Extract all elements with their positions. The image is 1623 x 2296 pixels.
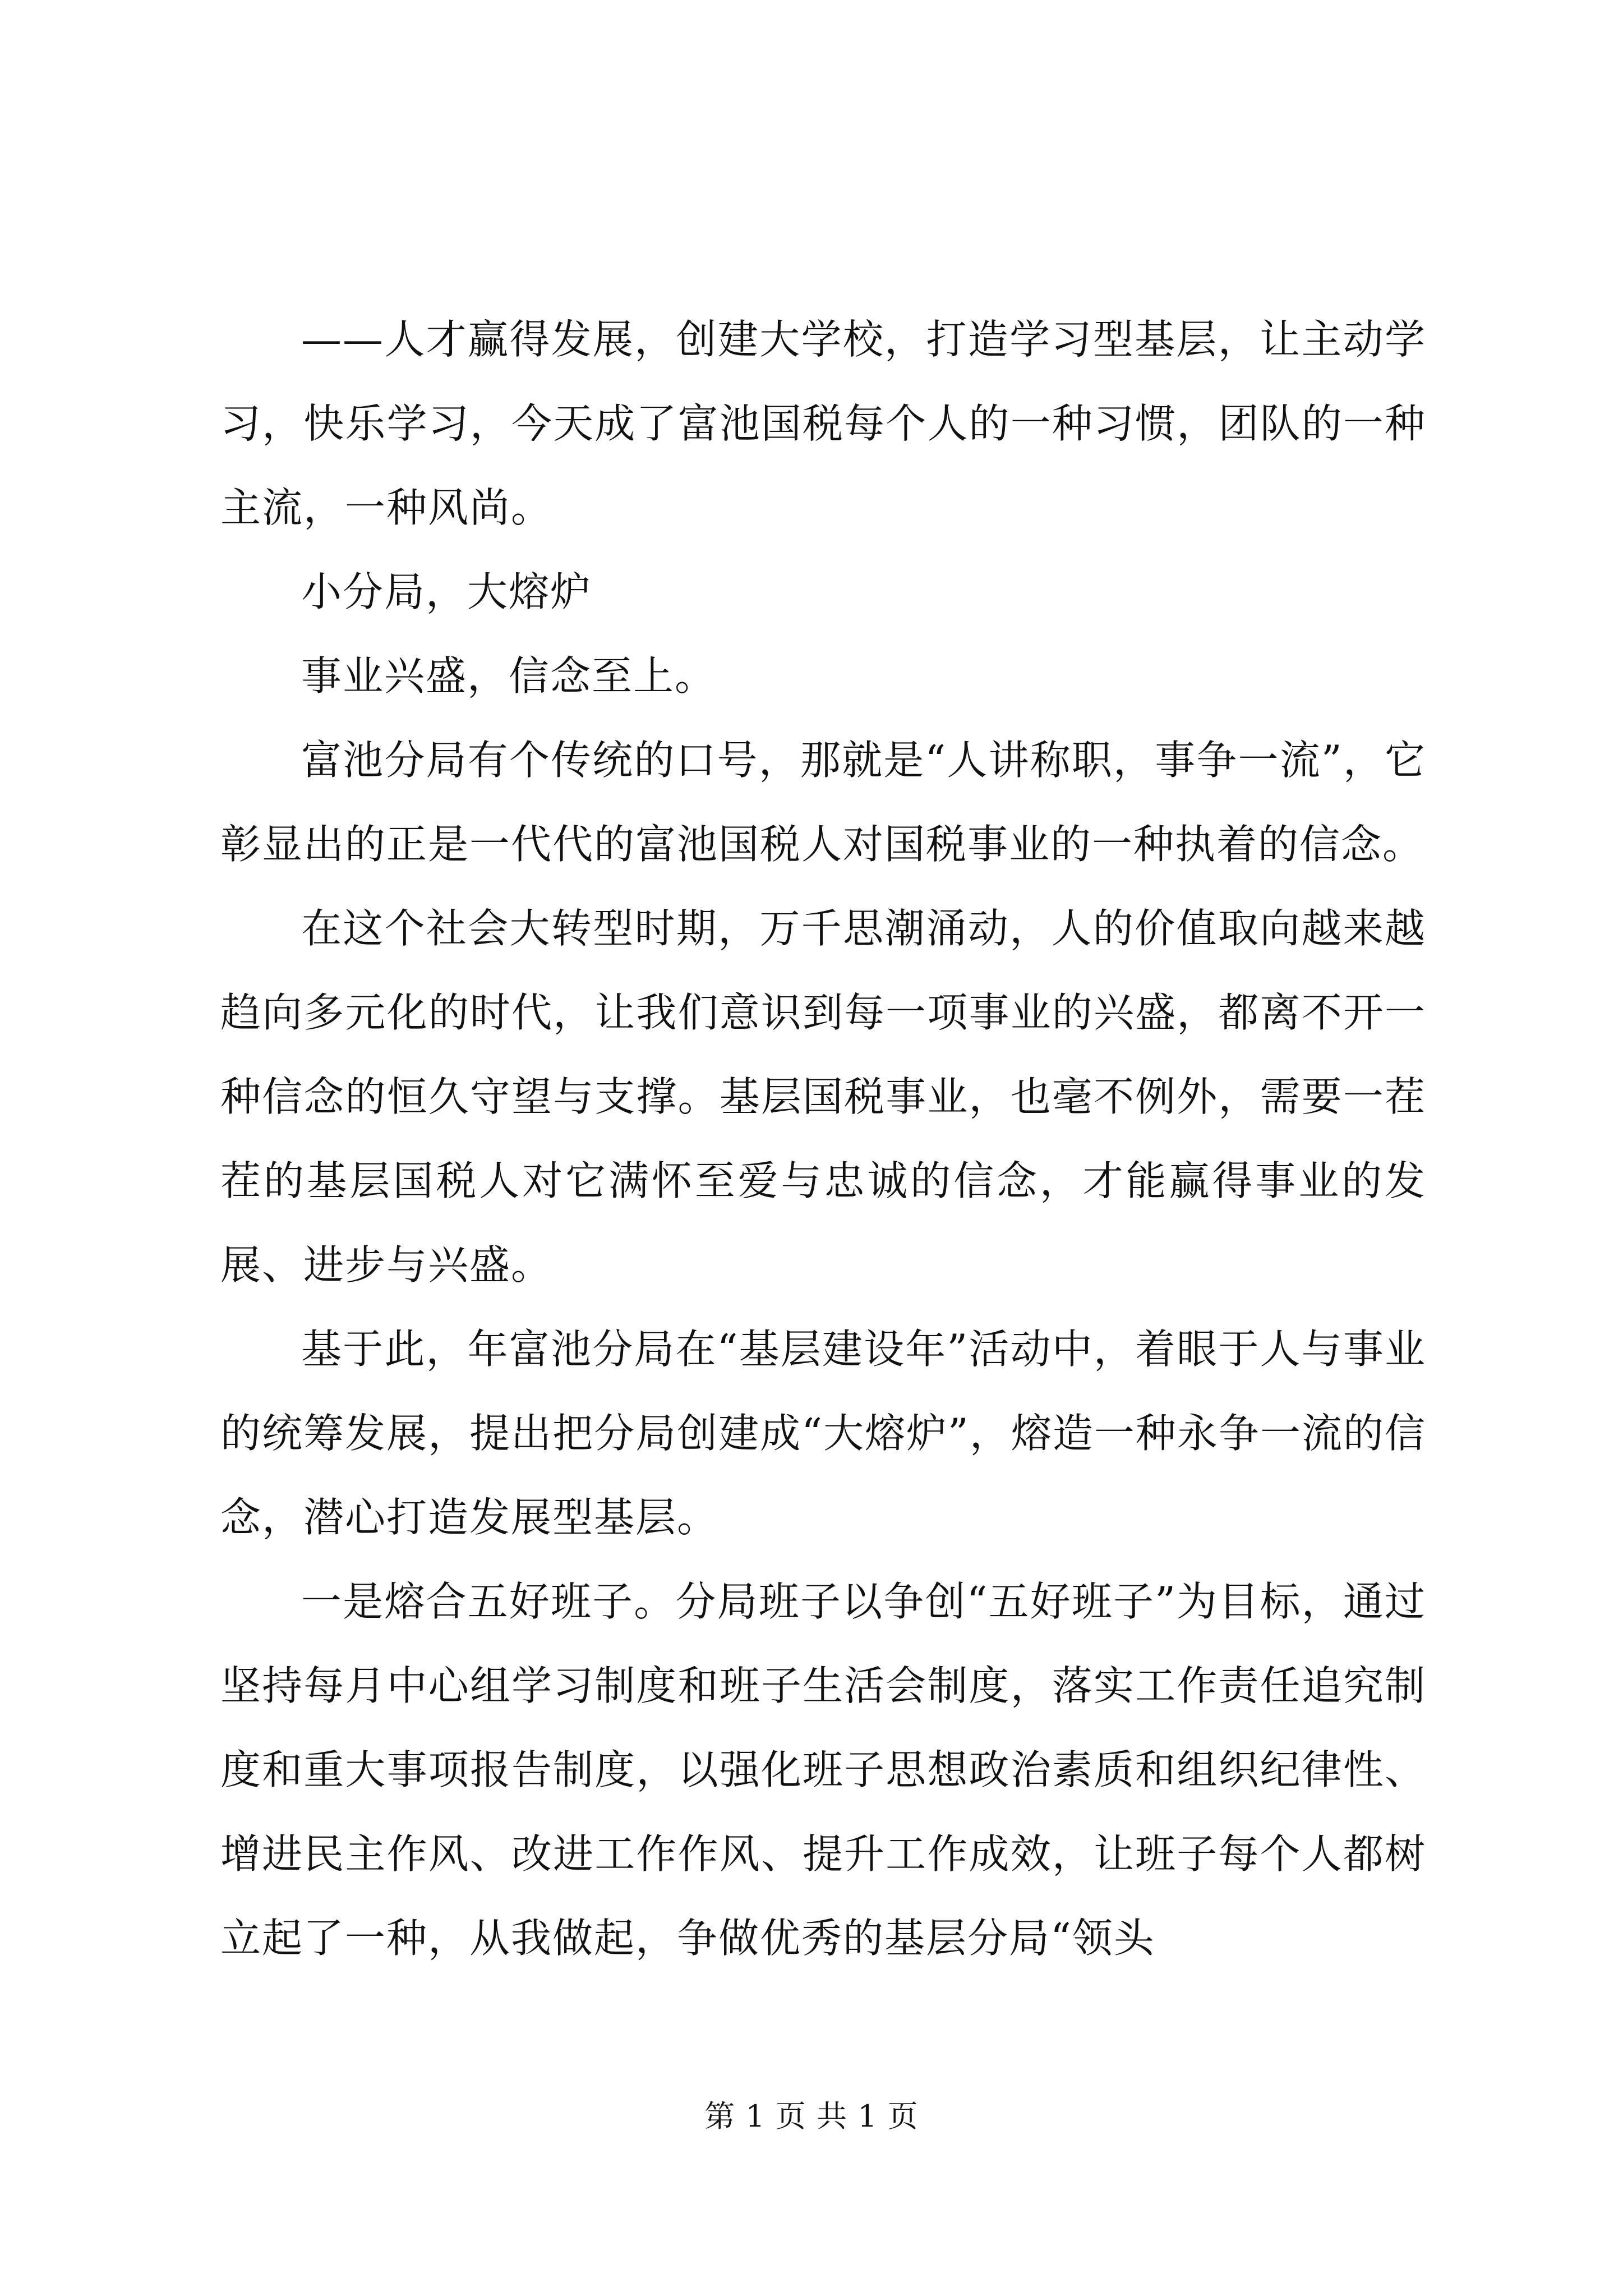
paragraph-4: 富池分局有个传统的口号，那就是“人讲称职，事争一流”，它彰显出的正是一代代的富池国税人对国税事业的一种执着的信念。 bbox=[220, 737, 1426, 868]
paragraph-5: 在这个社会大转型时期，万千思潮涌动，人的价值取向越来越趋向多元化的时代，让我们意识到每一项事业的兴盛，都离不开一种信念的恒久守望与支撑。基层国税事业，也毫不例外，需要一茬茬的基层国税人对它满怀至爱与忠诚的信念，才能赢得事业的发展、进步与兴盛。 bbox=[220, 905, 1426, 1289]
paragraph-1: ——人才赢得发展，创建大学校，打造学习型基层，让主动学习，快乐学习，今天成了富池国税每个人的一种习惯，团队的一种主流，一种风尚。 bbox=[220, 316, 1426, 531]
document-body bbox=[220, 297, 1426, 1980]
page-footer: 第 1 页 共 1 页 bbox=[704, 2099, 919, 2134]
paragraph-3: 事业兴盛，信念至上。 bbox=[301, 652, 717, 700]
paragraph-6: 基于此，年富池分局在“基层建设年”活动中，着眼于人与事业的统筹发展，提出把分局创建成“大熔炉”，熔造一种永争一流的信念，潜心打造发展型基层。 bbox=[220, 1326, 1426, 1541]
paragraph-7: 一是熔合五好班子。分局班子以争创“五好班子”为目标，通过坚持每月中心组学习制度和班子生活会制度，落实工作责任追究制度和重大事项报告制度，以强化班子思想政治素质和组织纪律性、增进民主作风、改进工作作风、提升工作成效，让班子每个人都树立起了一种，从我做起，争做优秀的基层分局“领头 bbox=[220, 1578, 1426, 1962]
paragraph-2-subheading: 小分局，大熔炉 bbox=[301, 568, 592, 615]
